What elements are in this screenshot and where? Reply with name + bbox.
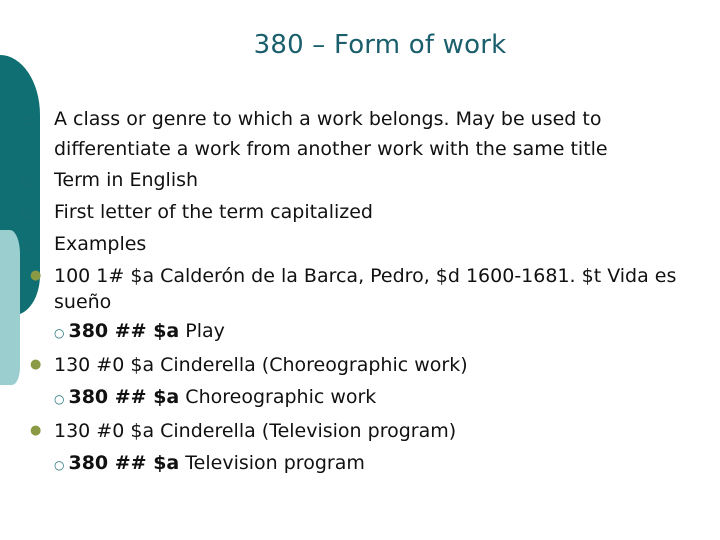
example-item (30, 415, 694, 481)
hollow-circle-bullet-icon: ○ (54, 458, 65, 472)
field-value: Television program (179, 452, 365, 474)
example-sublist (54, 381, 694, 415)
example-item (30, 260, 694, 349)
hollow-circle-bullet-icon: ○ (22, 113, 33, 127)
example-text: 100 1# $a Calderón de la Barca, Pedro, $d 1600-1681. $t Vida es sueño (54, 265, 677, 313)
bullet-text: Term in English (54, 169, 199, 191)
field-code: 380 ## $a (68, 320, 180, 342)
example-subitem (54, 315, 694, 349)
bullet-item (22, 164, 694, 196)
bullet-list (22, 104, 694, 481)
bullet-text: Examples (54, 233, 147, 255)
example-sublist (54, 447, 694, 481)
field-code: 380 ## $a (68, 386, 180, 408)
bullet-text: A class or genre to which a work belongs. May be used to differentiate a work from another work with the same title (54, 108, 608, 160)
hollow-circle-bullet-icon: ○ (22, 173, 33, 187)
decorative-light-band (0, 230, 20, 385)
solid-circle-bullet-icon: ● (30, 423, 42, 438)
hollow-circle-bullet-icon: ○ (54, 392, 65, 406)
field-value: Choreographic work (179, 386, 377, 408)
solid-circle-bullet-icon: ● (30, 268, 42, 283)
hollow-circle-bullet-icon: ○ (22, 237, 33, 251)
example-item (30, 349, 694, 415)
example-sublist (54, 315, 694, 349)
bullet-item (22, 228, 694, 481)
example-list (30, 260, 694, 481)
bullet-text: First letter of the term capitalized (54, 201, 373, 223)
field-value: Play (179, 320, 225, 342)
hollow-circle-bullet-icon: ○ (22, 205, 33, 219)
example-text: 130 #0 $a Cinderella (Television program) (54, 420, 457, 442)
slide-title: 380 – Form of work (253, 30, 507, 60)
field-code: 380 ## $a (68, 452, 180, 474)
example-subitem (54, 381, 694, 415)
solid-circle-bullet-icon: ● (30, 357, 42, 372)
bullet-item (22, 196, 694, 228)
example-subitem (54, 447, 694, 481)
hollow-circle-bullet-icon: ○ (54, 326, 65, 340)
example-text: 130 #0 $a Cinderella (Choreographic work) (54, 354, 468, 376)
bullet-item (22, 104, 694, 164)
slide-body (22, 104, 694, 481)
